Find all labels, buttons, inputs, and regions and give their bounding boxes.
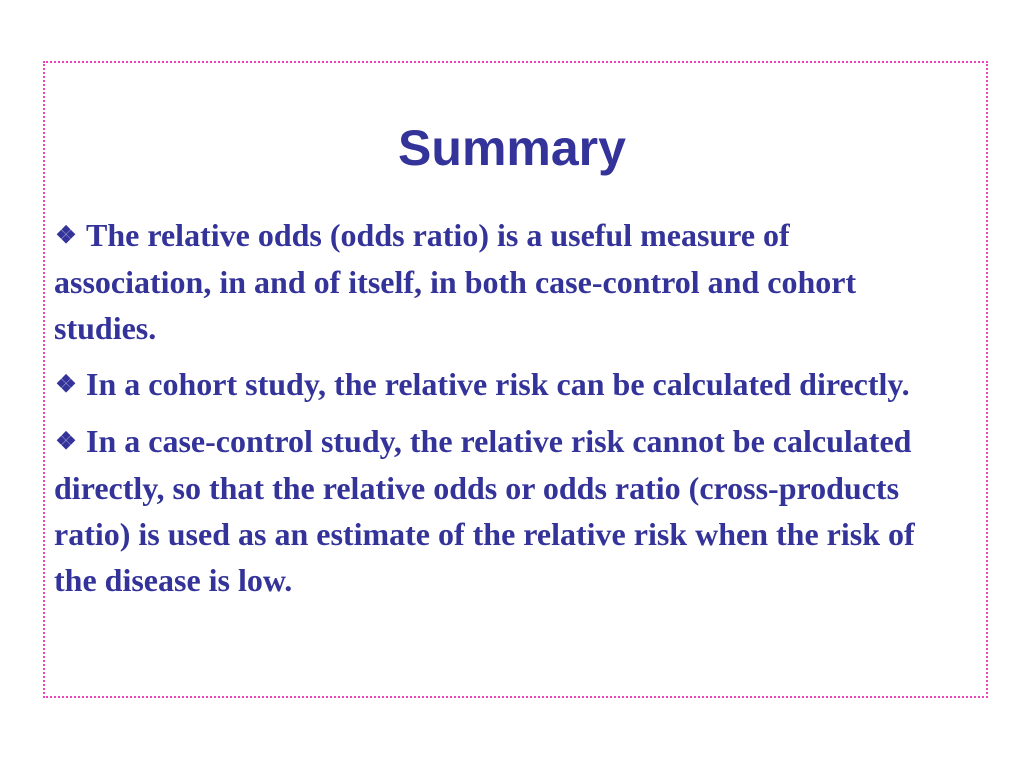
bullet-item — [54, 212, 954, 351]
slide-title: Summary — [398, 120, 626, 176]
bullet-list — [54, 212, 954, 613]
bullet-item — [54, 418, 954, 603]
diamond-bullet-icon: ❖ — [55, 223, 77, 249]
diamond-bullet-icon: ❖ — [55, 372, 77, 398]
bullet-text: In a cohort study, the relative risk can be calculated directly. — [86, 366, 910, 402]
bullet-item — [54, 361, 954, 408]
bullet-text: The relative odds (odds ratio) is a useful measure of association, in and of itself, in both case-control and cohort studies. — [54, 217, 857, 346]
diamond-bullet-icon: ❖ — [55, 429, 77, 455]
bullet-text: In a case-control study, the relative risk cannot be calculated directly, so that the relative odds or odds ratio (cross-products ratio) is used as an estimate of the relative risk when the risk of the disease is low. — [54, 423, 915, 598]
